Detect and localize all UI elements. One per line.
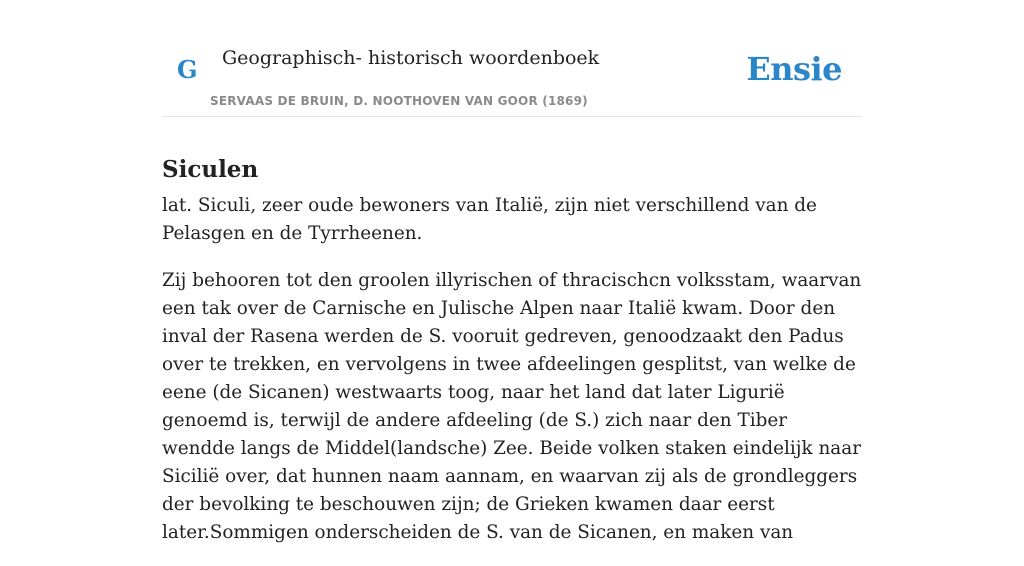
book-authors: SERVAAS DE BRUIN, D. NOOTHOVEN VAN GOOR (1869) [210, 94, 588, 108]
entry-title: Siculen [162, 156, 259, 184]
book-title[interactable]: Geographisch- historisch woordenboek [222, 47, 600, 69]
entry-body [162, 192, 862, 566]
book-header [162, 0, 862, 117]
book-logo[interactable]: G [177, 55, 198, 84]
entry-paragraph: lat. Siculi, zeer oude bewoners van Italië, zijn niet verschillend van de Pelasgen en de Tyrrheenen. [162, 195, 817, 244]
ensie-logo[interactable]: Ensie [746, 50, 842, 88]
entry-paragraph: Zij behooren tot den groolen illyrischen of thracischcn volksstam, waarvan een tak over de Carnische en Julische Alpen naar Italië kwam. Door den inval der Rasena werden de S. vooruit gedreven, genoodzaakt den Padus over te trekken, en vervolgens in twee afdeelingen gesplitst, van welke de eene (de Sicanen) westwaarts toog, naar het land dat later Ligurië genoemd is, terwijl de andere afdeeling (de S.) zich naar den Tiber wendde langs de Middel(landsche) Zee. Beide volken staken eindelijk naar Sicilië over, dat hunnen naam aannam, en waarvan zij als de grondleggers der bevolking te beschouwen zijn; de Grieken kwamen daar eerst later.Sommigen onderscheiden de S. van de Sicanen, en maken van [162, 270, 862, 543]
